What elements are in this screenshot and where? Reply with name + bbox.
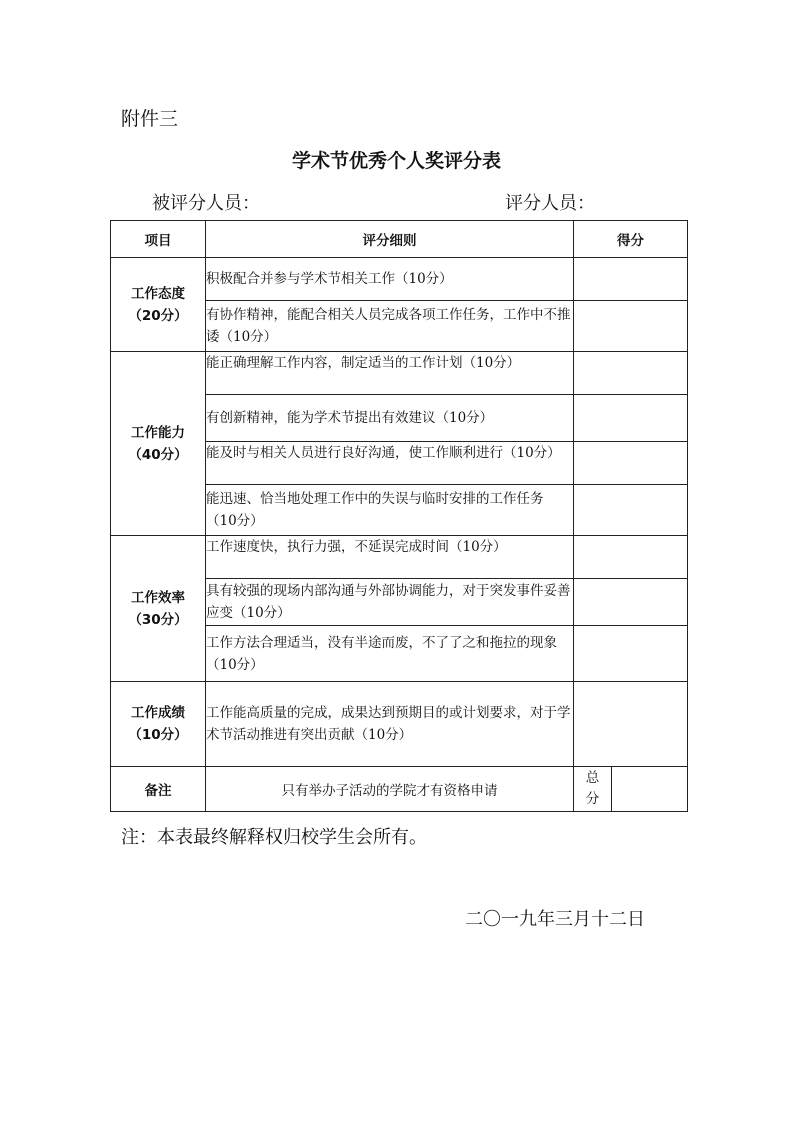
category-ability [111,352,206,536]
category-points: （30分） [128,611,188,628]
total-score-cell[interactable] [612,767,688,812]
score-cell[interactable] [574,395,688,442]
criteria-cell: 能正确理解工作内容，制定适当的工作计划（10分） [206,352,574,395]
score-cell[interactable] [574,682,688,767]
criteria-cell: 有创新精神，能为学术节提出有效建议（10分） [206,395,574,442]
table-row [111,536,688,579]
total-label [574,767,612,812]
table-row [111,258,688,301]
table-row [111,352,688,395]
criteria-cell: 积极配合并参与学术节相关工作（10分） [206,258,574,301]
criteria-cell: 工作速度快，执行力强，不延误完成时间（10分） [206,536,574,579]
header-criteria: 评分细则 [206,221,574,258]
category-achievement [111,682,206,767]
score-cell[interactable] [574,579,688,626]
category-points: （10分） [128,727,188,743]
criteria-cell: 能及时与相关人员进行良好沟通，使工作顺利进行（10分） [206,442,574,485]
remark-row [111,767,688,812]
score-table [110,220,688,812]
criteria-cell: 有协作精神，能配合相关人员完成各项工作任务，工作中不推诿（10分） [206,301,574,352]
category-name: 工作态度 [131,285,185,302]
attachment-label: 附件三 [121,108,179,130]
category-points: （20分） [128,307,188,324]
table-header-row [111,221,688,258]
criteria-cell: 工作能高质量的完成，成果达到预期目的或计划要求，对于学术节活动推进有突出贡献（10分） [206,682,574,767]
evaluee-label: 被评分人员： [152,193,260,214]
score-cell[interactable] [574,352,688,395]
total-label-line1: 总 [585,770,600,786]
category-name: 工作效率 [131,589,185,606]
score-cell[interactable] [574,258,688,301]
category-points: （40分） [128,446,188,463]
criteria-cell: 能迅速、恰当地处理工作中的失误与临时安排的工作任务（10分） [206,485,574,536]
footnote: 注：本表最终解释权归校学生会所有。 [121,827,427,848]
category-name: 工作成绩 [131,705,185,721]
total-label-line2: 分 [585,791,600,807]
score-cell[interactable] [574,536,688,579]
score-cell[interactable] [574,485,688,536]
category-attitude [111,258,206,352]
issue-date: 二〇一九年三月十二日 [465,909,645,930]
score-cell[interactable] [574,442,688,485]
score-cell[interactable] [574,301,688,352]
table-row [111,682,688,767]
criteria-cell: 工作方法合理适当，没有半途而废，不了了之和拖拉的现象（10分） [206,626,574,682]
remark-label: 备注 [111,767,206,812]
category-efficiency [111,536,206,682]
header-score: 得分 [574,221,688,258]
remark-text: 只有举办子活动的学院才有资格申请 [206,767,574,812]
criteria-cell: 具有较强的现场内部沟通与外部协调能力，对于突发事件妥善应变（10分） [206,579,574,626]
header-item: 项目 [111,221,206,258]
score-cell[interactable] [574,626,688,682]
category-name: 工作能力 [131,424,185,441]
form-title: 学术节优秀个人奖评分表 [291,150,501,172]
evaluator-label: 评分人员： [505,193,595,214]
